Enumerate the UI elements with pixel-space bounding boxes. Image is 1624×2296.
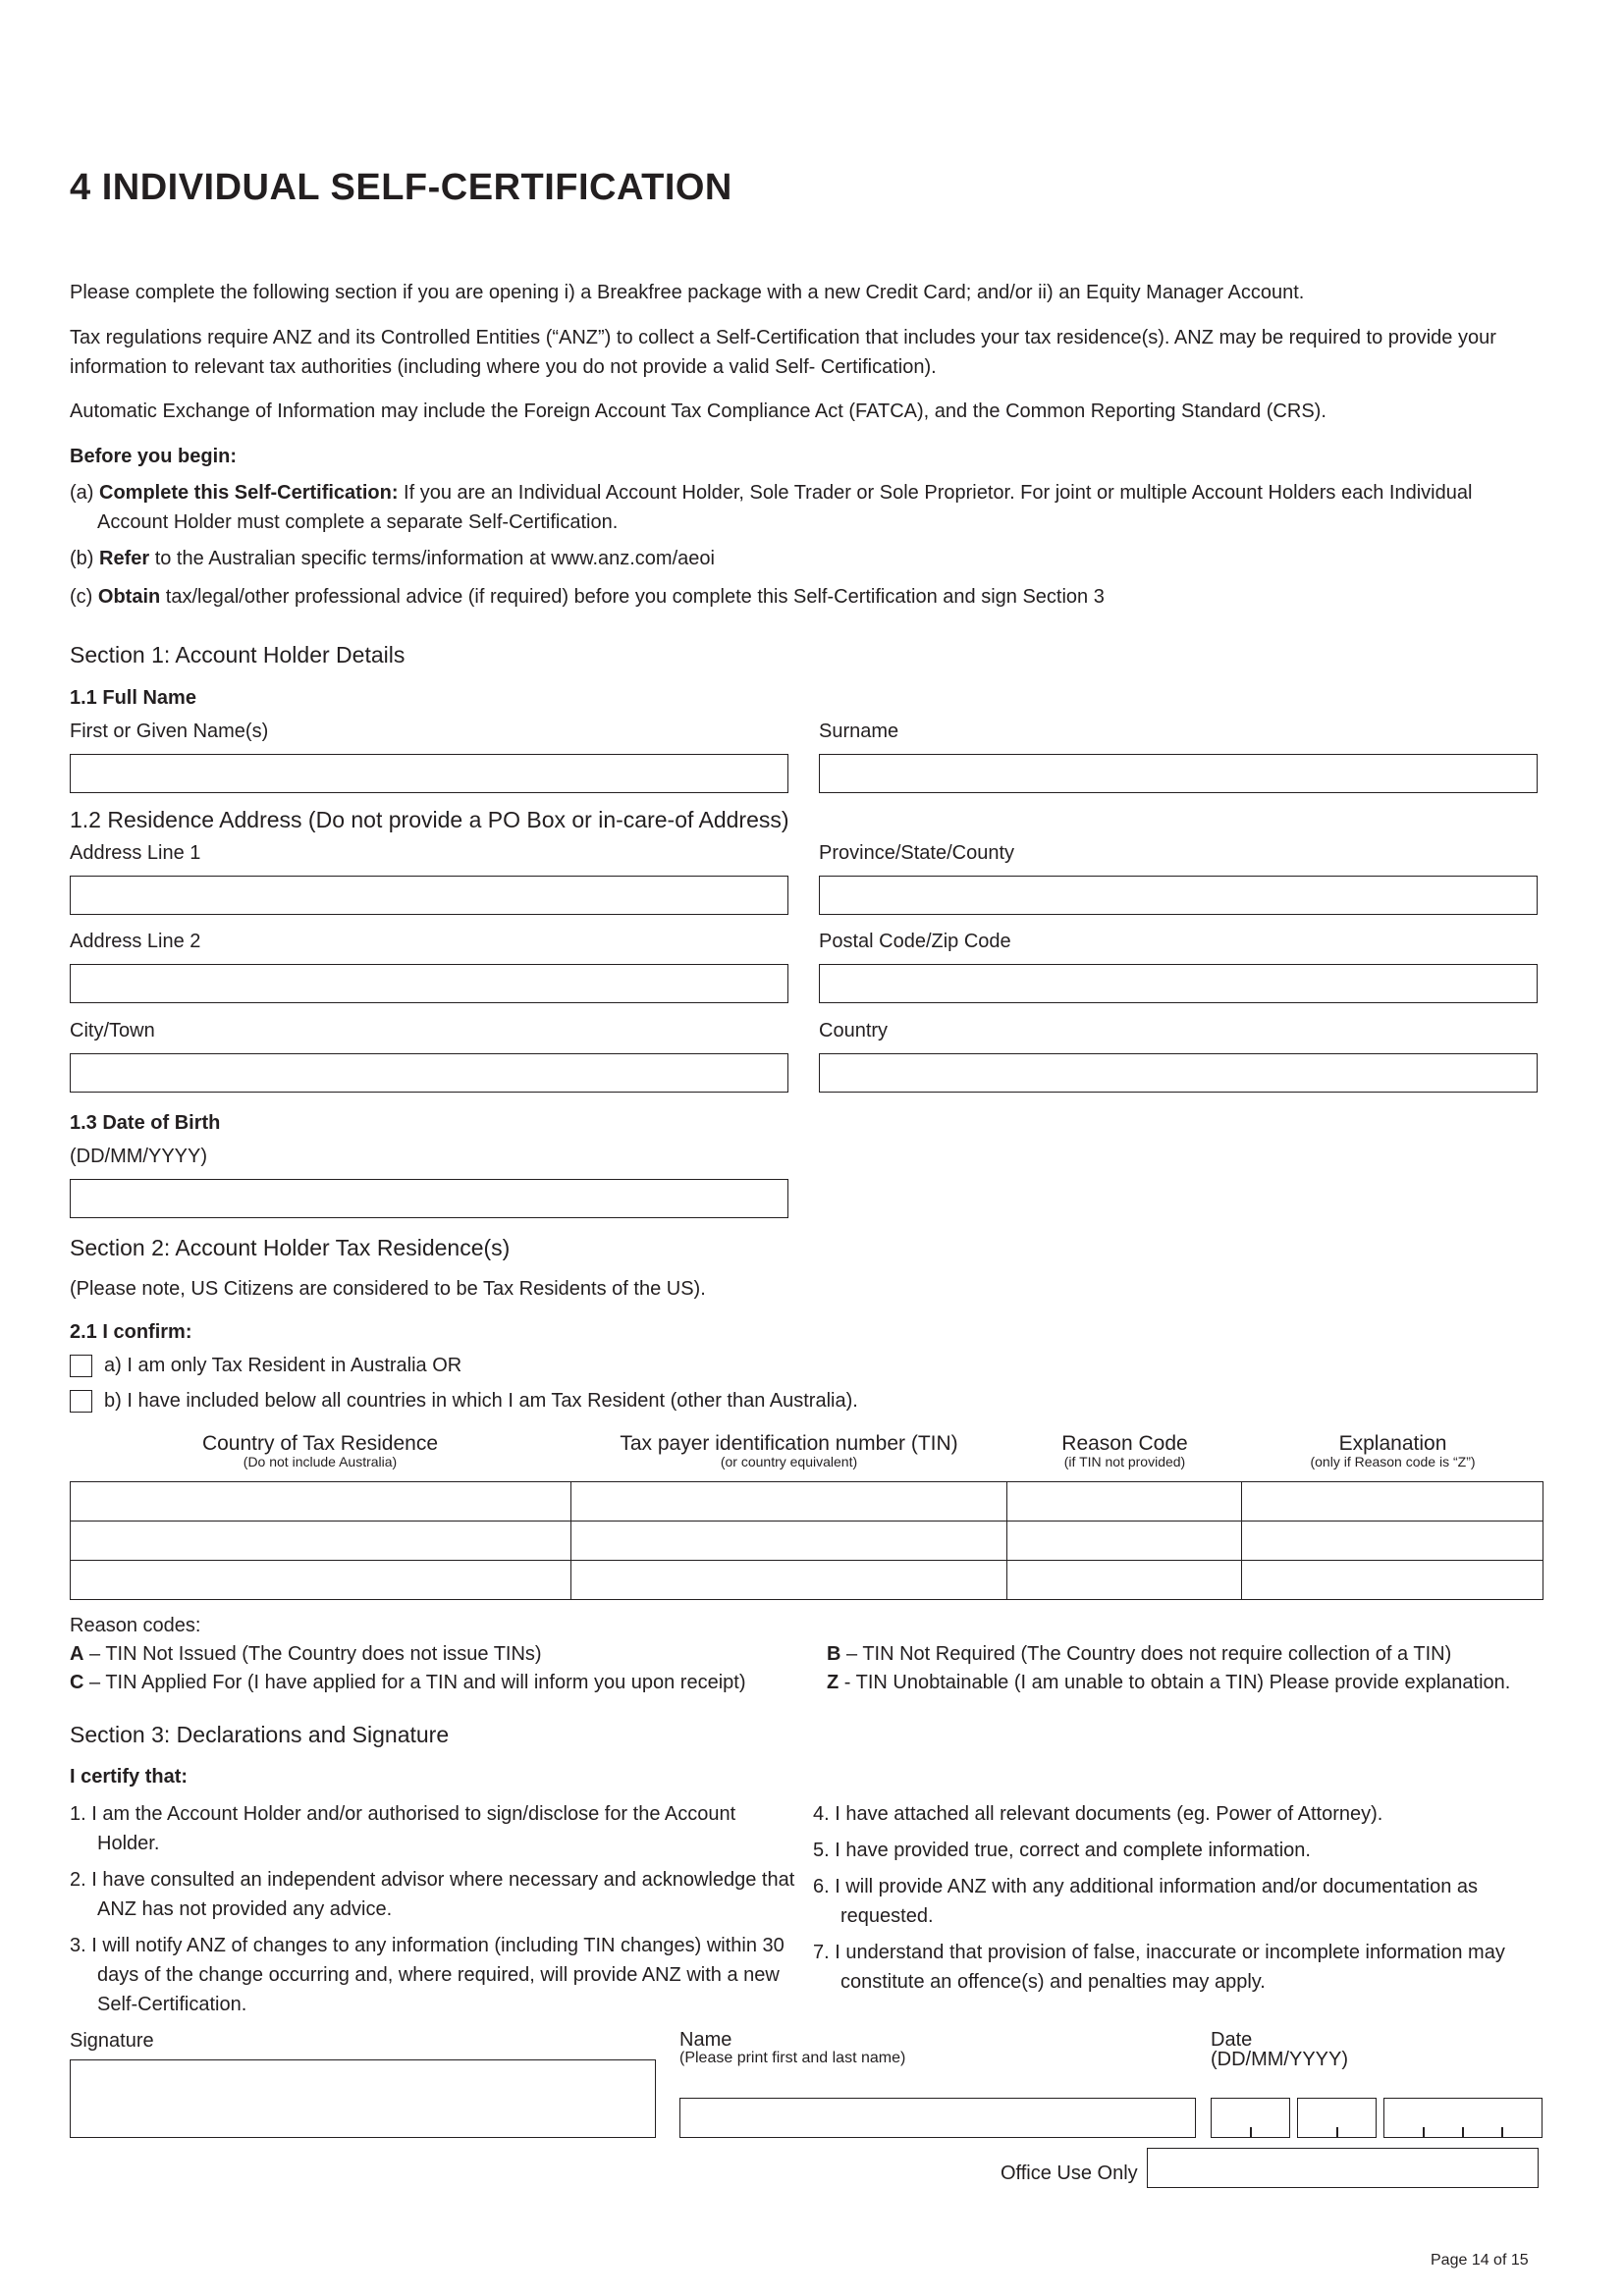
date-month-field[interactable]	[1297, 2098, 1377, 2138]
signature-label: Signature	[70, 2030, 154, 2052]
reason-cell[interactable]	[1007, 1482, 1242, 1522]
date-format: (DD/MM/YYYY)	[1211, 2049, 1348, 2070]
dob-heading: 1.3 Date of Birth	[70, 1112, 221, 1134]
name-sub-label: (Please print first and last name)	[679, 2050, 906, 2066]
col-reason-header	[1007, 1433, 1242, 1468]
declaration-1: 1. I am the Account Holder and/or authorised to sign/disclose for the Account Holder.	[70, 1803, 736, 1854]
reason-code-a	[70, 1643, 542, 1666]
reason-code-z	[827, 1672, 1510, 1694]
reason-cell[interactable]	[1007, 1522, 1242, 1561]
reason-code-z-text: - TIN Unobtainable (I am unable to obtain a TIN) Please provide explanation.	[839, 1672, 1511, 1693]
intro-paragraph-1: Please complete the following section if you are opening i) a Breakfree package with a new Credit Card; and/or ii) an Equity Manager Account.	[70, 282, 1305, 303]
instruction-b	[70, 544, 1543, 573]
reason-cell[interactable]	[1007, 1561, 1242, 1600]
col-tin-sub: (or country equivalent)	[720, 1454, 858, 1469]
reason-code-a-letter: A	[70, 1643, 84, 1665]
col-explanation-sub: (only if Reason code is “Z”)	[1310, 1454, 1476, 1469]
date-divider	[1423, 2127, 1425, 2137]
declaration-4: 4. I have attached all relevant documents (eg. Power of Attorney).	[813, 1803, 1383, 1825]
tin-cell[interactable]	[570, 1482, 1007, 1522]
date-divider	[1336, 2127, 1338, 2137]
declaration-6: 6. I will provide ANZ with any additional information and/or documentation as requested.	[813, 1876, 1479, 1927]
option-b-checkbox[interactable]	[70, 1390, 92, 1413]
reason-code-c-letter: C	[70, 1672, 84, 1693]
option-a-label: a) I am only Tax Resident in Australia OR	[104, 1355, 462, 1376]
tin-cell[interactable]	[570, 1522, 1007, 1561]
intro-paragraph-3: Automatic Exchange of Information may include the Foreign Account Tax Compliance Act (FATCA), and the Common Reporting Standard (CRS).	[70, 400, 1326, 422]
date-label: Date	[1211, 2029, 1253, 2051]
date-divider	[1250, 2127, 1252, 2137]
explanation-cell[interactable]	[1242, 1522, 1543, 1561]
intro-paragraph-2: Tax regulations require ANZ and its Controlled Entities (“ANZ”) to collect a Self-Certification that includes your tax residence(s). ANZ may be required to provide your information to relevant tax authorities (including where you do not provide a valid Self- Certification).	[70, 327, 1496, 378]
signature-field[interactable]	[70, 2059, 656, 2138]
reason-code-b-letter: B	[827, 1643, 841, 1665]
reason-code-b-text: – TIN Not Required (The Country does not require collection of a TIN)	[840, 1643, 1452, 1665]
instruction-a	[70, 478, 1543, 537]
instruction-c-text: tax/legal/other professional advice (if required) before you complete this Self-Certification and sign Section 3	[160, 586, 1105, 608]
country-label: Country	[819, 1020, 889, 1041]
confirm-heading: 2.1 I confirm:	[70, 1321, 192, 1343]
print-name-field[interactable]	[679, 2098, 1196, 2138]
instruction-b-bold: Refer	[99, 548, 150, 569]
office-use-label: Office Use Only	[1001, 2163, 1138, 2184]
dob-format: (DD/MM/YYYY)	[70, 1146, 207, 1167]
address-line-2-label: Address Line 2	[70, 931, 201, 952]
table-row	[71, 1561, 1543, 1600]
tin-cell[interactable]	[570, 1561, 1007, 1600]
col-reason-title: Reason Code	[1061, 1432, 1188, 1455]
declaration-7: 7. I understand that provision of false, inaccurate or incomplete information may constitute an offence(s) and penalties may apply.	[813, 1942, 1505, 1993]
reason-code-c-text: – TIN Applied For (I have applied for a TIN and will inform you upon receipt)	[83, 1672, 746, 1693]
dob-field[interactable]	[70, 1179, 788, 1218]
address-line-1-field[interactable]	[70, 876, 788, 915]
table-row	[71, 1482, 1543, 1522]
col-tin-header	[570, 1433, 1007, 1468]
tax-residence-table	[70, 1481, 1543, 1600]
city-field[interactable]	[70, 1053, 788, 1093]
instruction-c	[70, 582, 1543, 612]
page-title: 4 INDIVIDUAL SELF-CERTIFICATION	[70, 167, 732, 208]
explanation-cell[interactable]	[1242, 1482, 1543, 1522]
instruction-c-bold: Obtain	[97, 586, 161, 608]
table-row	[71, 1522, 1543, 1561]
explanation-cell[interactable]	[1242, 1561, 1543, 1600]
before-you-begin-heading: Before you begin:	[70, 446, 238, 467]
reason-code-a-text: – TIN Not Issued (The Country does not issue TINs)	[83, 1643, 542, 1665]
province-field[interactable]	[819, 876, 1538, 915]
instruction-b-text: to the Australian specific terms/information at www.anz.com/aeoi	[149, 548, 715, 569]
declaration-2: 2. I have consulted an independent advisor where necessary and acknowledge that ANZ has not provided any advice.	[70, 1869, 795, 1920]
instruction-b-prefix: (b)	[70, 548, 99, 569]
page-number: Page 14 of 15	[1431, 2252, 1529, 2269]
date-divider	[1501, 2127, 1503, 2137]
section-3-heading: Section 3: Declarations and Signature	[70, 1722, 450, 1747]
surname-field[interactable]	[819, 754, 1538, 793]
date-year-field[interactable]	[1383, 2098, 1543, 2138]
col-country-sub: (Do not include Australia)	[243, 1454, 398, 1469]
certify-heading: I certify that:	[70, 1766, 189, 1788]
country-field[interactable]	[819, 1053, 1538, 1093]
postal-code-field[interactable]	[819, 964, 1538, 1003]
city-label: City/Town	[70, 1020, 155, 1041]
us-citizens-note: (Please note, US Citizens are considered to be Tax Residents of the US).	[70, 1278, 706, 1300]
name-label: Name	[679, 2029, 732, 2051]
col-tin-title: Tax payer identification number (TIN)	[620, 1432, 958, 1455]
full-name-heading: 1.1 Full Name	[70, 687, 196, 709]
postal-code-label: Postal Code/Zip Code	[819, 931, 1011, 952]
reason-code-b	[827, 1643, 1451, 1666]
declaration-3: 3. I will notify ANZ of changes to any information (including TIN changes) within 30 days of the change occurring and, where required, will provide ANZ with a new Self-Certification.	[70, 1935, 785, 2015]
first-name-label: First or Given Name(s)	[70, 721, 269, 742]
office-use-field[interactable]	[1147, 2148, 1539, 2188]
surname-label: Surname	[819, 721, 899, 742]
province-label: Province/State/County	[819, 842, 1014, 864]
first-name-field[interactable]	[70, 754, 788, 793]
option-a-checkbox[interactable]	[70, 1355, 92, 1377]
col-explanation-title: Explanation	[1338, 1432, 1447, 1455]
col-explanation-header	[1242, 1433, 1543, 1468]
address-line-2-field[interactable]	[70, 964, 788, 1003]
instruction-a-prefix: (a)	[70, 482, 99, 504]
date-day-field[interactable]	[1211, 2098, 1290, 2138]
option-b-label: b) I have included below all countries in which I am Tax Resident (other than Australia).	[104, 1390, 858, 1412]
address-line-1-label: Address Line 1	[70, 842, 201, 864]
reason-code-z-letter: Z	[827, 1672, 839, 1693]
col-reason-sub: (if TIN not provided)	[1063, 1454, 1186, 1469]
residence-address-heading: 1.2 Residence Address (Do not provide a PO Box or in-care-of Address)	[70, 807, 789, 832]
date-divider	[1462, 2127, 1464, 2137]
reason-codes-heading: Reason codes:	[70, 1615, 201, 1636]
section-1-heading: Section 1: Account Holder Details	[70, 642, 406, 667]
country-cell[interactable]	[71, 1482, 571, 1522]
instruction-a-bold: Complete this Self-Certification:	[99, 482, 399, 504]
country-cell[interactable]	[71, 1561, 571, 1600]
col-country-title: Country of Tax Residence	[201, 1432, 439, 1455]
col-country-header	[70, 1433, 570, 1468]
instruction-a-text: If you are an Individual Account Holder, Sole Trader or Sole Proprietor. For joint or multiple Account Holders each Individual Account Holder must complete a separate Self-Certification.	[97, 482, 1473, 533]
country-cell[interactable]	[71, 1522, 571, 1561]
instruction-c-prefix: (c)	[70, 586, 98, 608]
reason-code-c	[70, 1672, 746, 1694]
section-2-heading: Section 2: Account Holder Tax Residence(s)	[70, 1235, 511, 1260]
declaration-5: 5. I have provided true, correct and complete information.	[813, 1840, 1311, 1861]
